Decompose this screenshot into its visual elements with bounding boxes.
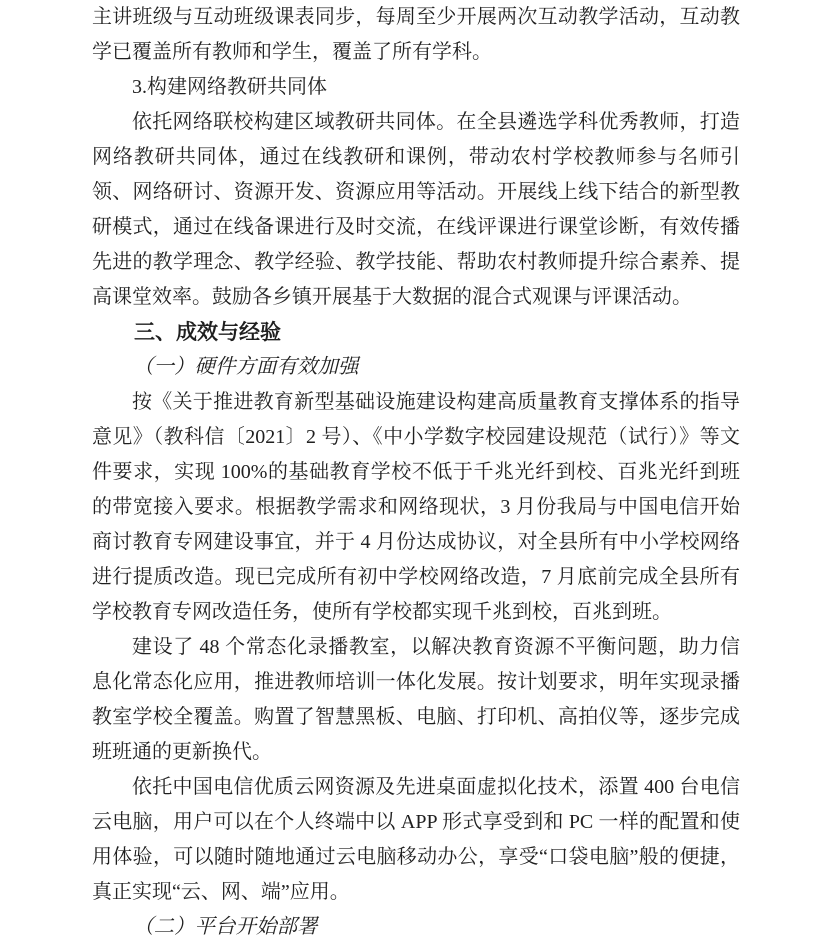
subsection-heading-platform: （二）平台开始部署: [133, 916, 318, 938]
paragraph-continued: 主讲班级与互动班级课表同步，每周至少开展两次互动教学活动，互动教学已覆盖所有教师和学生，覆盖了所有学科。: [92, 6, 740, 63]
paragraph: 依托中国电信优质云网资源及先进桌面虚拟化技术，添置 400 台电信云电脑，用户可以在个人终端中以 APP 形式享受到和 PC 一样的配置和使用体验，可以随时随地通过云电脑移动办公，享受“口袋电脑”般的便捷，真正实现“云、网、端”应用。: [92, 776, 740, 903]
paragraph: 依托网络联校构建区域教研共同体。在全县遴选学科优秀教师，打造网络教研共同体，通过在线教研和课例，带动农村学校教师参与名师引领、网络研讨、资源开发、资源应用等活动。开展线上线下结合的新型教研模式，通过在线备课进行及时交流，在线评课进行课堂诊断，有效传播先进的教学理念、教学经验、教学技能、帮助农村教师提升综合素养、提高课堂效率。鼓励各乡镇开展基于大数据的混合式观课与评课活动。: [92, 111, 740, 308]
paragraph: 按《关于推进教育新型基础设施建设构建高质量教育支撑体系的指导意见》（教科信〔2021〕2 号）、《中小学数字校园建设规范（试行）》等文件要求，实现 100%的基础教育学校不低于千兆光纤到校、百兆光纤到班的带宽接入要求。根据教学需求和网络现状，3 月份我局与中国电信开始商讨教育专网建设事宜，并于 4 月份达成协议，对全县所有中小学校网络进行提质改造。现已完成所有初中学校网络改造，7 月底前完成全县所有学校教育专网改造任务，使所有学校都实现千兆到校，百兆到班。: [92, 391, 740, 623]
numbered-point-heading: 3.构建网络教研共同体: [132, 76, 327, 98]
section-heading: 三、成效与经验: [134, 321, 281, 344]
paragraph: 建设了 48 个常态化录播教室，以解决教育资源不平衡问题，助力信息化常态化应用，推进教师培训一体化发展。按计划要求，明年实现录播教室学校全覆盖。购置了智慧黑板、电脑、打印机、高拍仪等，逐步完成班班通的更新换代。: [92, 636, 740, 763]
subsection-heading-hardware: （一）硬件方面有效加强: [133, 356, 359, 378]
